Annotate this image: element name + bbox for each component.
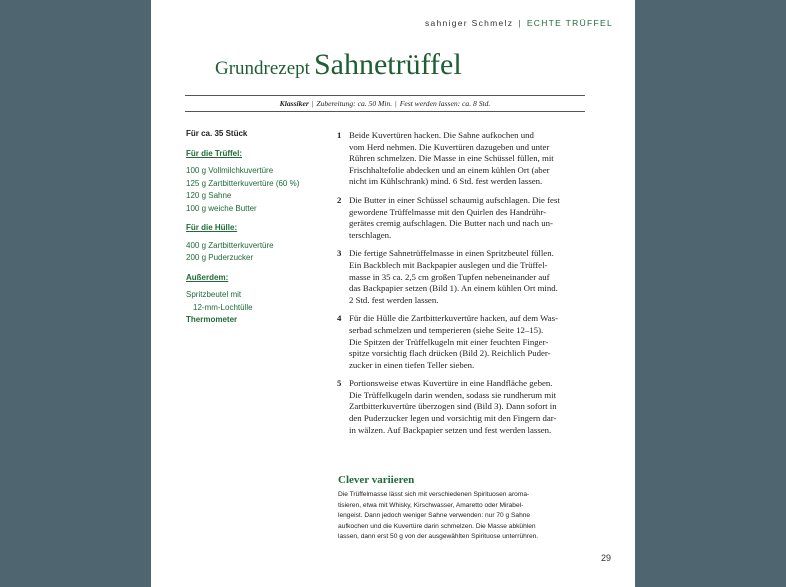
step-line: Ein Backblech mit Backpapier auslegen und die Trüffel- <box>349 259 548 270</box>
title-prefix: Grundrezept <box>215 58 310 79</box>
step-number: 3 <box>337 248 342 259</box>
clever-body <box>338 490 588 543</box>
ingredients-column <box>186 128 316 327</box>
step-line: Beide Kuvertüren hacken. Die Sahne aufkochen und <box>349 130 534 140</box>
step-line: spitze vorsichtig flach drücken (Bild 2). Reichlich Puder- <box>349 348 551 359</box>
meta-separator: | <box>311 99 314 108</box>
step-line: Die Spitzen der Trüffelkugeln mit einer feuchten Finger- <box>349 336 549 347</box>
step-line: gerätes cremig aufschlagen. Die Butter nach und nach un- <box>349 218 553 229</box>
book-page <box>151 0 635 587</box>
clever-line: lengeist. Dann jedoch weniger Sahne verwenden: nur 70 g Sahne <box>338 512 531 519</box>
running-head <box>425 18 613 28</box>
meta-separator: | <box>395 99 397 108</box>
step-line: gewordene Trüffelmasse mit den Quirlen des Handrühr- <box>349 206 547 217</box>
recipe-title <box>215 48 462 82</box>
step-number: 2 <box>337 194 342 205</box>
step-2 <box>337 195 587 241</box>
step-line: Die Butter in einer Schüssel schaumig aufschlagen. Die fest <box>349 194 560 205</box>
ingredient-item: 125 g Zartbitterkuvertüre (60 %) <box>186 178 300 188</box>
step-number: 5 <box>337 378 342 389</box>
step-number: 4 <box>337 313 342 324</box>
step-line: terschlagen. <box>349 229 392 240</box>
recipe-meta-bar <box>185 95 585 112</box>
truffle-group-heading: Für die Trüffel: <box>186 148 242 158</box>
chapter-name: sahniger Schmelz <box>424 18 514 28</box>
ingredient-item: 100 g Vollmilchkuvertüre <box>186 166 274 175</box>
equipment-item: Thermometer <box>186 315 238 324</box>
step-line: masse in 35 ca. 2,5 cm großen Tupfen nebeneinander auf <box>349 271 550 282</box>
ingredient-item: 200 g Puderzucker <box>186 253 254 262</box>
ingredient-item: 400 g Zartbitterkuvertüre <box>186 240 274 250</box>
shell-group-heading: Für die Hülle: <box>186 223 238 232</box>
ingredient-item: 120 g Sahne <box>186 191 232 200</box>
equipment-item: Spritzbeutel mit <box>186 290 242 299</box>
step-line: Die Trüffelkugeln darin wenden, sodass sie rundherum mit <box>349 389 557 400</box>
step-line: Die fertige Sahnetrüffelmasse in einen Spritzbeutel füllen. <box>349 248 554 259</box>
step-line: Für die Hülle die Zartbitterkuvertüre hacken, auf dem Was- <box>349 313 558 324</box>
yield-label: Für ca. 35 Stück <box>186 129 248 138</box>
meta-category: Klassiker <box>279 99 309 108</box>
extras-group-heading: Außerdem: <box>186 272 229 282</box>
step-line: Frischhaltefolie abdecken und an einem kühlen Ort (aber <box>349 164 550 175</box>
step-1 <box>337 130 587 188</box>
clever-heading: Clever variieren <box>338 474 415 486</box>
step-line: den Puderzucker legen und vorsichtig mit den Fingern dar- <box>349 413 557 424</box>
preparation-steps <box>337 130 587 443</box>
step-5 <box>337 378 587 436</box>
step-line: 2 Std. fest werden lassen. <box>349 294 439 305</box>
meta-prep-time: Zubereitung: ca. 50 Min. <box>316 99 393 108</box>
step-line: serbad schmelzen und temperieren (siehe Seite 12–15). <box>349 324 544 335</box>
clever-line: tisieren, etwa mit Whisky, Kirschwasser, Amaretto oder Mirabel- <box>338 501 524 509</box>
step-line: Portionsweise etwas Kuvertüre in eine Handfläche geben. <box>349 378 553 389</box>
step-line: Rühren schmelzen. Die Masse in eine Schüssel füllen, mit <box>349 153 554 164</box>
step-3 <box>337 248 587 306</box>
step-line: vom Herd nehmen. Die Kuvertüren dazugeben und unter <box>349 141 550 152</box>
clever-line: aufkochen und die Kuvertüre darin schmelzen. Die Masse abkühlen <box>338 522 536 530</box>
page-number: 29 <box>600 553 611 563</box>
step-4 <box>337 313 587 371</box>
title-main: Sahnetrüffel <box>313 48 462 81</box>
clever-variation-box <box>338 474 588 543</box>
equipment-item: 12-mm-Lochtülle <box>193 302 253 312</box>
running-head-separator: | <box>518 18 522 28</box>
step-line: Zartbitterkuvertüre überzogen sind (Bild 3). Dann sofort in <box>349 401 557 412</box>
meta-set-time: Fest werden lassen: ca. 8 Std. <box>399 99 491 108</box>
step-line: zucker in einen tiefen Teller sieben. <box>349 359 475 370</box>
clever-line: lassen, dann erst 50 g von der ausgewählten Spirituose unterrühren. <box>338 533 539 540</box>
clever-line: Die Trüffelmasse lässt sich mit verschiedenen Spirituosen aroma- <box>338 491 530 498</box>
step-line: in wälzen. Auf Backpapier setzen und fest werden lassen. <box>349 424 552 435</box>
section-name: ECHTE TRÜFFEL <box>526 18 613 28</box>
step-line: nicht im Kühlschrank) mind. 6 Std. fest werden lassen. <box>349 176 543 187</box>
ingredient-item: 100 g weiche Butter <box>186 203 257 213</box>
step-line: das Backpapier setzen (Bild 1). An einem kühlen Ort mind. <box>349 283 558 294</box>
step-number: 1 <box>337 130 342 140</box>
